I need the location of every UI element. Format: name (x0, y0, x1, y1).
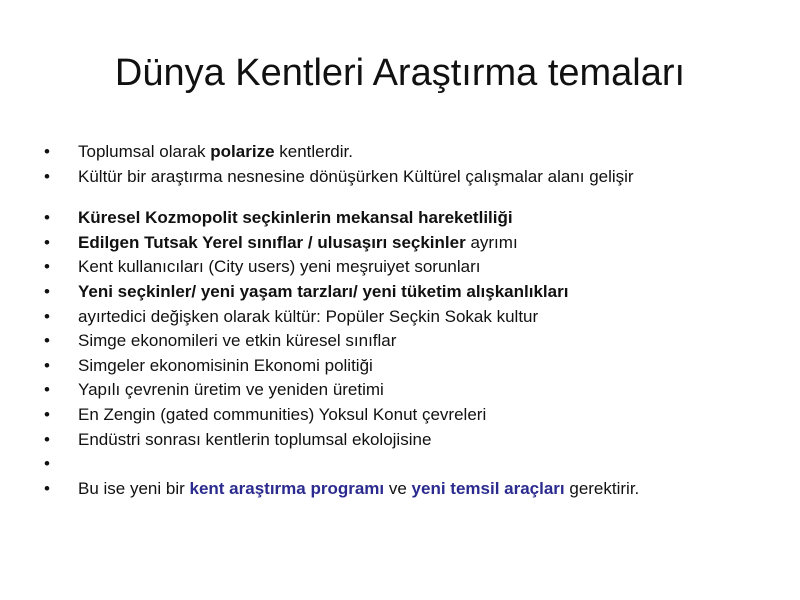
bullet-text: Bu ise yeni bir (78, 478, 190, 498)
bullet-marker: • (44, 142, 50, 161)
bullet-text: gerektirir. (564, 478, 640, 498)
bullet-item (44, 378, 639, 403)
bullet-item (44, 255, 639, 280)
bullet-text-bold: Yeni seçkinler/ yeni yaşam tarzları/ yeni tüketim alışkanlıkları (78, 281, 569, 301)
bullet-marker: • (44, 306, 50, 326)
slide-title: Dünya Kentleri Araştırma temaları (114, 52, 686, 94)
bullet-item (44, 428, 639, 453)
bullet-marker: • (44, 355, 50, 375)
bullet-text: En Zengin (gated communities) Yoksul Konut çevreleri (78, 404, 487, 424)
bullet-text: kentlerdir. (274, 142, 353, 161)
bullet-item (44, 452, 639, 477)
bullet-marker: • (44, 404, 50, 424)
bullet-marker: • (44, 281, 50, 301)
bullet-marker: • (44, 429, 50, 449)
bullet-text: Simge ekonomileri ve etkin küresel sınıflar (78, 331, 397, 351)
bullet-marker: • (44, 232, 50, 252)
bullet-text: Kent kullanıcıları (City users) yeni meşruiyet sorunları (78, 257, 481, 277)
bullet-text-accent: yeni temsil araçları (411, 478, 565, 498)
bullet-text: ve (384, 478, 412, 498)
bullet-marker: • (44, 257, 50, 277)
bullet-marker: • (44, 331, 50, 351)
bullet-item (44, 231, 639, 256)
bullet-item (44, 305, 639, 330)
bullet-marker: • (44, 478, 50, 498)
bullet-text: Yapılı çevrenin üretim ve yeniden üretimi (78, 380, 384, 400)
bullet-item (44, 354, 639, 379)
bullet-marker: • (44, 380, 50, 400)
bullet-text-accent: kent araştırma programı (189, 478, 385, 498)
bullet-marker: • (44, 454, 50, 474)
bullet-text: Simgeler ekonomisinin Ekonomi politiği (78, 355, 373, 375)
bullet-item (44, 280, 639, 305)
bullet-text: ayırtedici değişken olarak kültür: Popüler Seçkin Sokak kultur (78, 306, 539, 326)
bullet-item (44, 477, 639, 502)
bullet-marker: • (44, 166, 50, 186)
bullet-text: Endüstri sonrası kentlerin toplumsal ekolojisine (78, 429, 432, 449)
bullet-marker: • (44, 208, 50, 228)
bullet-list (44, 140, 639, 501)
bullet-text-bold: Edilgen Tutsak Yerel sınıflar / ulusaşırı seçkinler (78, 232, 466, 252)
bullet-item (44, 140, 639, 165)
bullet-text-bold: Küresel Kozmopolit seçkinlerin mekansal hareketliliği (78, 208, 513, 228)
bullet-item (44, 403, 639, 428)
bullet-item (44, 206, 639, 231)
bullet-text: ayrımı (465, 232, 518, 252)
bullet-item (44, 165, 639, 190)
bullet-item (44, 329, 639, 354)
bullet-text-bold: polarize (210, 142, 275, 161)
bullet-text: Kültür bir araştırma nesnesine dönüşürken Kültürel çalışmalar alanı gelişir (78, 166, 634, 186)
bullet-text: Toplumsal olarak (78, 142, 211, 161)
